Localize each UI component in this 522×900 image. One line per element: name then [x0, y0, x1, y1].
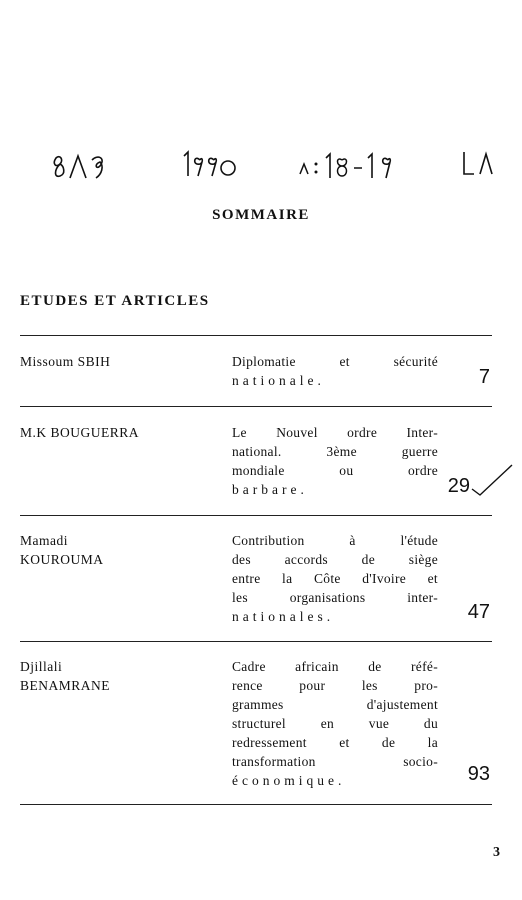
divider — [20, 804, 492, 805]
entry-author — [20, 423, 225, 442]
entry-page-number: 29 — [447, 475, 470, 497]
title-line: rence pour les pro- — [232, 678, 438, 693]
title-line: redressement et de la — [232, 735, 438, 750]
author-last-name: KOUROUMA — [20, 552, 104, 567]
entry-page-number: 7 — [478, 366, 490, 388]
check-mark-icon — [470, 463, 514, 497]
title-line: grammes d'ajustement — [232, 697, 438, 712]
toc-entry — [20, 352, 492, 392]
handwritten-note-year — [180, 146, 240, 186]
entry-page-number: 93 — [467, 763, 490, 785]
title-line: Contribution à l'étude — [232, 533, 438, 548]
page-title: SOMMAIRE — [212, 207, 310, 223]
handwritten-annotations — [0, 146, 522, 186]
handwritten-note-8a9 — [50, 146, 120, 186]
divider — [20, 515, 492, 516]
title-line: nationale. — [232, 373, 325, 388]
author-name: Missoum SBIH — [20, 354, 111, 369]
entry-author — [20, 352, 225, 371]
section-heading: ETUDES ET ARTICLES — [20, 293, 210, 309]
title-line: Le Nouvel ordre Inter- — [232, 425, 438, 440]
author-last-name: BENAMRANE — [20, 678, 111, 693]
title-line: barbare. — [232, 482, 308, 497]
author-first-name: Djillali — [20, 659, 63, 674]
title-line: Diplomatie et sécurité — [232, 354, 438, 369]
author-first-name: Mamadi — [20, 533, 68, 548]
entry-title — [232, 352, 438, 390]
entry-title — [232, 531, 438, 626]
toc-entry — [20, 657, 492, 797]
title-line: national. 3ème guerre — [232, 444, 438, 459]
title-line: transformation socio- — [232, 754, 438, 769]
handwritten-note-number — [296, 146, 406, 186]
entry-title — [232, 423, 438, 499]
title-line: mondiale ou ordre — [232, 463, 438, 478]
entry-page-number: 47 — [467, 601, 490, 623]
folio-page-number: 3 — [493, 845, 500, 860]
author-name: M.K BOUGUERRA — [20, 425, 140, 440]
title-line: nationales. — [232, 609, 335, 624]
toc-entry — [20, 531, 492, 631]
entry-title — [232, 657, 438, 790]
toc-entry — [20, 423, 492, 503]
title-line: Cadre africain de réfé- — [232, 659, 438, 674]
title-line: des accords de siège — [232, 552, 438, 567]
title-line: économique. — [232, 773, 346, 788]
title-line: entre la Côte d'Ivoire et — [232, 571, 438, 586]
divider — [20, 335, 492, 336]
divider — [20, 641, 492, 642]
title-line: structurel en vue du — [232, 716, 438, 731]
divider — [20, 406, 492, 407]
title-line: les organisations inter- — [232, 590, 438, 605]
entry-author — [20, 531, 225, 569]
handwritten-note-la — [458, 146, 498, 186]
entry-author — [20, 657, 225, 695]
